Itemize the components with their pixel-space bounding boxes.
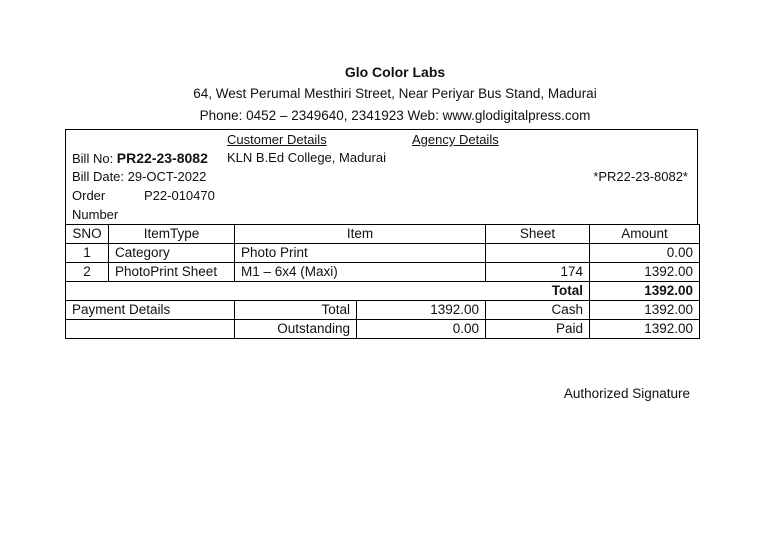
company-address: 64, West Perumal Mesthiri Street, Near Periyar Bus Stand, Madurai: [193, 86, 597, 101]
bill-items-table: [65, 224, 700, 339]
order-label-number: Number: [72, 207, 119, 222]
payment-empty-cell: [66, 320, 235, 339]
agency-details-heading: Agency Details: [412, 132, 499, 147]
row-sno: 1: [66, 244, 109, 263]
header-itemtype: ItemType: [109, 225, 235, 244]
total-row: [66, 282, 700, 301]
table-row: [66, 263, 700, 282]
total-label: Total: [66, 282, 590, 301]
order-number: P22-010470: [144, 188, 215, 203]
payment-row: [66, 320, 700, 339]
cash-value: 1392.00: [590, 301, 700, 320]
header-sno: SNO: [66, 225, 109, 244]
cash-label: Cash: [486, 301, 590, 320]
row-item: M1 – 6x4 (Maxi): [235, 263, 486, 282]
row-sheet: 174: [486, 263, 590, 282]
company-contact: Phone: 0452 – 2349640, 2341923 Web: www.glodigitalpress.com: [199, 108, 591, 123]
table-header-row: [66, 225, 700, 244]
authorized-signature: Authorized Signature: [563, 386, 690, 401]
row-itemtype: PhotoPrint Sheet: [109, 263, 235, 282]
customer-name: KLN B.Ed College, Madurai: [227, 150, 386, 165]
row-itemtype: Category: [109, 244, 235, 263]
row-amount: 1392.00: [590, 263, 700, 282]
bill-no-label: Bill No:: [72, 151, 117, 166]
header-item: Item: [235, 225, 486, 244]
payment-details-label: Payment Details: [66, 301, 235, 320]
row-item: Photo Print: [235, 244, 486, 263]
paid-value: 1392.00: [590, 320, 700, 339]
row-sheet: [486, 244, 590, 263]
outstanding-label: Outstanding: [235, 320, 357, 339]
customer-details-heading: Customer Details: [227, 132, 327, 147]
total-value: 1392.00: [590, 282, 700, 301]
outstanding-value: 0.00: [357, 320, 486, 339]
payment-total-label: Total: [235, 301, 357, 320]
header-sheet: Sheet: [486, 225, 590, 244]
company-name: Glo Color Labs: [344, 64, 446, 80]
bill-no-value: PR22-23-8082: [116, 150, 208, 166]
table-row: [66, 244, 700, 263]
payment-total-value: 1392.00: [357, 301, 486, 320]
paid-label: Paid: [486, 320, 590, 339]
row-sno: 2: [66, 263, 109, 282]
payment-row: [66, 301, 700, 320]
bill-date: Bill Date: 29-OCT-2022: [72, 169, 207, 184]
bill-no-row: [72, 150, 208, 166]
bill-details-box: [65, 129, 698, 224]
row-amount: 0.00: [590, 244, 700, 263]
barcode-text: *PR22-23-8082*: [593, 169, 688, 184]
header-amount: Amount: [590, 225, 700, 244]
order-label: Order: [72, 188, 106, 203]
